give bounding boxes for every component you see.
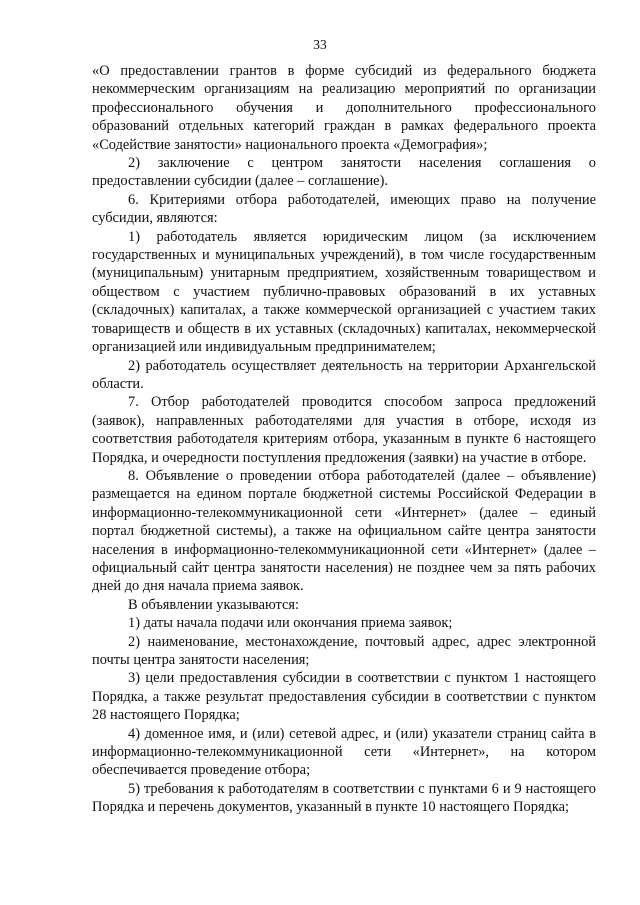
- paragraph-6: 7. Отбор работодателей проводится способом запроса предложений (заявок), направленных работодателями для участия в отборе, исходя из соответствия работодателя критериям отбора, указанным в пункте 6 настоящего Порядка, и очередности поступления предложения (заявки) на участие в отборе.: [92, 394, 596, 466]
- document-body: [92, 62, 596, 817]
- paragraph-5: 2) работодатель осуществляет деятельность на территории Архангельской области.: [92, 357, 596, 392]
- paragraph-9: 1) даты начала подачи или окончания приема заявок;: [128, 615, 453, 632]
- page-number: 33: [313, 37, 327, 52]
- paragraph-2: 2) заключение с центром занятости населения соглашения о предоставлении субсидии (далее – соглашение).: [92, 155, 596, 190]
- paragraph-8: В объявлении указываются:: [128, 596, 300, 613]
- paragraph-10: 2) наименование, местонахождение, почтовый адрес, адрес электронной почты центра занятости населения;: [92, 633, 596, 668]
- paragraph-11: 3) цели предоставления субсидии в соответствии с пунктом 1 настоящего Порядка, а также результат предоставления субсидии в соответствии с пунктом 28 настоящего Порядка;: [92, 670, 596, 724]
- paragraph-4: 1) работодатель является юридическим лицом (за исключением государственных и муниципальных учреждений), в том числе государственным (муниципальным) унитарным предприятием, хозяйственным товариществом и обществом с участием публично-правовых образований в их уставных (складочных) капиталах, а также коммерческой организацией с участием таких товариществ и обществ в их уставных (складочных) капиталах, некоммерческой организацией или индивидуальным предпринимателем;: [92, 228, 596, 356]
- paragraph-1: «О предоставлении грантов в форме субсидий из федерального бюджета некоммерческим организациям на реализацию мероприятий по организации профессионального обучения и дополнительного профессионального образований отдельных категорий граждан в рамках федерального проекта «Содействие занятости» национального проекта «Демография»;: [92, 63, 596, 153]
- paragraph-7: 8. Объявление о проведении отбора работодателей (далее – объявление) размещается на едином портале бюджетной системы Российской Федерации в информационно-телекоммуникационной сети «Интернет» (далее – единый портал бюджетной системы), а также на официальном сайте центра занятости населения в информационно-телекоммуникационной сети «Интернет» (далее – официальный сайт центра занятости населения) не позднее чем за пять рабочих дней до дня начала приема заявок.: [92, 467, 596, 595]
- paragraph-3: 6. Критериями отбора работодателей, имеющих право на получение субсидии, являются:: [92, 191, 596, 227]
- paragraph-13: 5) требования к работодателям в соответствии с пунктами 6 и 9 настоящего Порядка и перечень документов, указанный в пункте 10 настоящего Порядка;: [92, 780, 596, 816]
- paragraph-12: 4) доменное имя, и (или) сетевой адрес, и (или) указатели страниц сайта в информационно-телекоммуникационной сети «Интернет», на котором обеспечивается проведение отбора;: [92, 725, 596, 779]
